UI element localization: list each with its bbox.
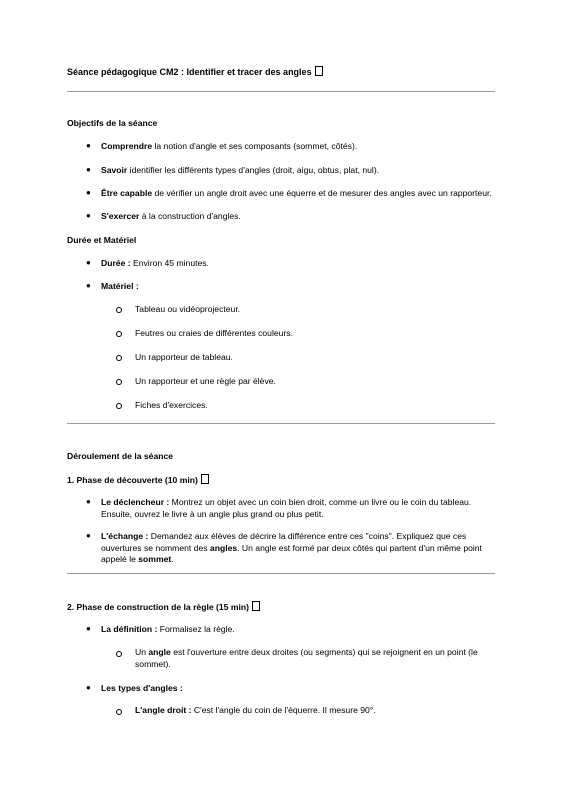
materiel-sub-item: Un rapporteur de tableau. — [135, 352, 233, 362]
phase-sub-text: C'est l'angle du coin de l'équerre. Il mesure 90°. — [191, 705, 376, 715]
sub-bullet-icon — [116, 403, 122, 409]
materiel-sub-item: Fiches d'exercices. — [135, 400, 208, 410]
phase-title-text: 1. Phase de découverte (10 min) — [67, 475, 198, 485]
objective-item-bold: Savoir — [101, 165, 128, 175]
sub-bullet-icon — [116, 331, 122, 337]
section-heading-objectives: Objectifs de la séance — [67, 118, 158, 128]
bullet-icon: ● — [86, 281, 91, 290]
phase-item-bold: Le déclencheur : — [101, 497, 170, 507]
objective-item-text: identifier les différents types d'angles (droit, aigu, obtus, plat, nul). — [127, 165, 380, 175]
phase-sub-item — [135, 705, 376, 717]
bullet-icon: ● — [86, 141, 91, 150]
objective-item-text: la notion d'angle et ses composants (sommet, côtés). — [152, 141, 358, 151]
bullet-icon: ● — [86, 497, 91, 506]
phase-item-bold: sommet — [138, 554, 172, 564]
materiel-item — [101, 281, 139, 293]
bullet-icon: ● — [86, 683, 91, 692]
objective-item — [101, 165, 379, 177]
phase-title — [67, 601, 260, 612]
phase-title — [67, 474, 209, 485]
missing-glyph-icon — [201, 474, 209, 484]
phase-item-bold: L'échange : — [101, 531, 149, 541]
divider — [67, 91, 495, 92]
objective-item-bold: S'exercer — [101, 211, 140, 221]
phase-item-text: . Un angle est formé par deux côtés qui partent d'un même point appelé le — [101, 542, 482, 564]
sub-bullet-icon — [116, 651, 122, 657]
phase-sub-bold: angle — [148, 647, 171, 657]
phase-item-text: . — [171, 554, 174, 564]
phase-item-text: Demandez aux élèves de décrire la différence entre ces "coins". Expliquez que ces ouvertures se nomment des — [101, 531, 467, 553]
sub-bullet-icon — [116, 355, 122, 361]
phase-sub-item — [135, 647, 490, 670]
phase-item-bold: La définition : — [101, 624, 158, 634]
materiel-sub-item: Feutres ou craies de différentes couleurs. — [135, 328, 293, 338]
objective-item — [101, 141, 357, 153]
materiel-sub-item: Un rapporteur et une règle par élève. — [135, 376, 276, 386]
duration-label: Durée : — [101, 258, 131, 268]
section-heading-duration: Durée et Matériel — [67, 235, 137, 245]
phase-sub-text: Un — [135, 647, 149, 657]
missing-glyph-icon — [315, 66, 323, 76]
bullet-icon: ● — [86, 624, 91, 633]
bullet-icon: ● — [86, 211, 91, 220]
phase-item — [101, 531, 501, 566]
sub-bullet-icon — [116, 379, 122, 385]
phase-item-text: Formalisez la règle. — [157, 624, 235, 634]
sub-bullet-icon — [116, 709, 122, 715]
phase-item — [101, 497, 501, 520]
page-title — [67, 66, 323, 77]
materiel-label: Matériel : — [101, 281, 139, 291]
phase-item-text: Montrez un objet avec un coin bien droit, comme un livre ou le coin du tableau. Ensuite, ouvrez le livre à un angle plus grand ou plus petit. — [101, 497, 472, 519]
phase-title-text: 2. Phase de construction de la règle (15 min) — [67, 602, 249, 612]
section-heading-deroulement: Déroulement de la séance — [67, 451, 174, 461]
bullet-icon: ● — [86, 258, 91, 267]
materiel-sub-item: Tableau ou vidéoprojecteur. — [135, 304, 241, 314]
phase-sub-text: est l'ouverture entre deux droites (ou segments) qui se rejoignent en un point (le sommet). — [135, 647, 478, 669]
bullet-icon: ● — [86, 165, 91, 174]
objective-item-bold: Comprendre — [101, 141, 153, 151]
phase-item — [101, 624, 235, 636]
sub-bullet-icon — [116, 307, 122, 313]
objective-item — [101, 211, 241, 223]
phase-item-bold: angles — [209, 542, 238, 553]
objective-item-text: de vérifier un angle droit avec une équerre et de mesurer des angles avec un rapporteur. — [152, 188, 492, 198]
duration-item — [101, 258, 209, 270]
missing-glyph-icon — [252, 601, 260, 611]
phase-sub-bold: L'angle droit : — [135, 705, 192, 715]
objective-item — [101, 188, 492, 200]
divider — [67, 573, 495, 574]
phase-item-bold: Les types d'angles : — [101, 683, 183, 693]
divider — [67, 423, 495, 424]
objective-item-text: à la construction d'angles. — [139, 211, 241, 221]
page-title-text: Séance pédagogique CM2 : Identifier et tracer des angles — [67, 67, 312, 77]
bullet-icon: ● — [86, 531, 91, 540]
objective-item-bold: Être capable — [101, 188, 153, 198]
phase-item — [101, 683, 183, 695]
bullet-icon: ● — [86, 188, 91, 197]
duration-value: Environ 45 minutes. — [130, 258, 209, 268]
